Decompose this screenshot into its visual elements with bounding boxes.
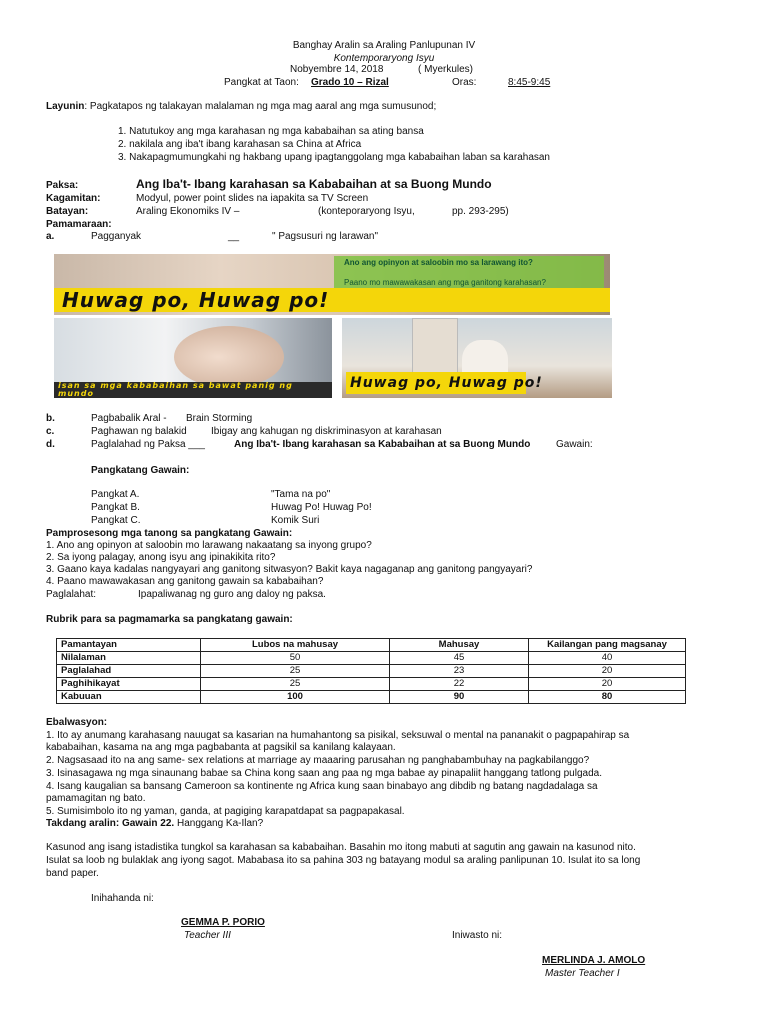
checker-title: Master Teacher I — [545, 968, 620, 979]
step-letter: a. — [46, 231, 55, 242]
takdang-aralin — [46, 818, 263, 831]
cell: 22 — [390, 678, 529, 691]
question-item: 4. Paano mawawakasan ang ganitong gawain sa kababaihan? — [46, 576, 324, 587]
rubric-table — [56, 638, 686, 704]
group-task: Komik Suri — [271, 515, 320, 526]
step-d-tail: Gawain: — [556, 439, 593, 450]
group-task: "Tama na po" — [271, 489, 331, 500]
col-header: Lubos na mahusay — [201, 639, 390, 652]
pamprosesong-title: Pamprosesong mga tanong sa pangkatang Gawain: — [46, 528, 293, 539]
banner-bottom-right: Huwag po, Huwag po! — [346, 372, 526, 394]
takdang-body-line: band paper. — [46, 868, 99, 879]
paksa-value: Ang Iba't- Ibang karahasan sa Kababaihan at sa Buong Mundo — [136, 177, 492, 191]
batayan-pages: pp. 293-295) — [452, 206, 509, 217]
table-row — [57, 665, 686, 678]
checker-name: MERLINDA J. AMOLO — [542, 955, 646, 966]
cell: 23 — [390, 665, 529, 678]
group-name: Pangkat B. — [91, 502, 140, 513]
step-a-title: " Pagsusuri ng larawan" — [272, 231, 379, 242]
green-caption: Ano ang opinyon at saloobin mo sa larawang ito? — [344, 258, 533, 267]
question-item: 2. Sa iyong palagay, anong isyu ang ipinakikita rito? — [46, 552, 276, 563]
takdang-rest: Hanggang Ka-Ilan? — [176, 818, 264, 829]
cell: Paghihikayat — [57, 678, 201, 691]
step-c-text: Paghawan ng balakid — [91, 426, 187, 437]
cell: 80 — [529, 691, 686, 704]
day: ( Myerkules) — [418, 64, 474, 75]
question-item: 1. Ano ang opinyon at saloobin mo larawang nakaatang sa inyong grupo? — [46, 540, 372, 551]
layunin-item: 1. Natutukoy ang mga karahasan ng mga kababaihan sa ating bansa — [118, 126, 424, 137]
rubrik-title: Rubrik para sa pagmamarka sa pangkatang gawain: — [46, 614, 293, 625]
col-header: Mahusay — [390, 639, 529, 652]
batayan-value: Araling Ekonomiks IV – — [136, 206, 240, 217]
step-c-extra: Ibigay ang kahugan ng diskriminasyon at karahasan — [211, 426, 442, 437]
cell: Paglalahad — [57, 665, 201, 678]
date: Nobyembre 14, 2018 — [290, 64, 384, 75]
group-task: Huwag Po! Huwag Po! — [271, 502, 372, 513]
takdang-body-line: Isulat sa loob ng bulaklak ang iyong sagot. Mababasa ito sa pahina 303 ng batayang modul sa araling panlipunan 10. Isulat ito sa long — [46, 855, 641, 866]
table-row — [57, 652, 686, 665]
batayan-source: (konteporaryong Isyu, — [318, 206, 415, 217]
cell: 25 — [201, 678, 390, 691]
cell: 90 — [390, 691, 529, 704]
table-row — [57, 691, 686, 704]
paksa-label: Paksa: — [46, 180, 79, 191]
layunin — [46, 101, 436, 114]
paglalahat-label: Paglalahat: — [46, 589, 97, 600]
takdang-label: Takdang aralin: — [46, 818, 120, 829]
ebalwasyon-line: 2. Nagsasaad ito na ang same- sex relations at marriage ay maaaring parusahan ng panghabambuhay na pagkabilanggo? — [46, 755, 590, 766]
step-letter: b. — [46, 413, 55, 424]
step-b-extra: Brain Storming — [186, 413, 253, 424]
cell: 45 — [390, 652, 529, 665]
green-caption-2: Paano mo mawawakasan ang mga ganitong karahasan? — [344, 278, 546, 287]
oras-value: 8:45-9:45 — [508, 77, 551, 88]
takdang-body-line: Kasunod ang isang istadistika tungkol sa karahasan sa kababaihan. Basahin mo itong mabuti at sagutin ang gawain na kasunod nito. — [46, 842, 636, 853]
group-name: Pangkat A. — [91, 489, 140, 500]
cell: 20 — [529, 678, 686, 691]
banner-bottom-left: isan sa mga kababaihan sa bawat panig ng mundo — [54, 382, 332, 398]
step-d-text: Paglalahad ng Paksa ___ — [91, 439, 205, 450]
kagamitan-value: Modyul, power point slides na iapakita sa TV Screen — [136, 193, 369, 204]
face-shape — [174, 326, 284, 388]
ebalwasyon-line: 3. Isinasagawa ng mga sinaunang babae sa China kong saan ang paa ng mga babae ay pinapaliit hanggang tatlong pulgada. — [46, 768, 602, 779]
cell: 100 — [201, 691, 390, 704]
step-letter: d. — [46, 439, 55, 450]
cell: 25 — [201, 665, 390, 678]
ebalwasyon-line: kababaihan, kasama na ang mga pagbabanta at pagsikil sa kanilang kalayaan. — [46, 742, 396, 753]
cell: Nilalaman — [57, 652, 201, 665]
oras-label: Oras: — [452, 77, 477, 88]
ebalwasyon-line: 5. Sumisimbolo ito ng yaman, ganda, at pagiging karapatdapat sa pagpapakasal. — [46, 806, 405, 817]
ebalwasyon-title: Ebalwasyon: — [46, 717, 108, 728]
step-b-text: Pagbabalik Aral - — [91, 413, 167, 424]
takdang-gawain: Gawain 22. — [121, 818, 175, 829]
kagamitan-label: Kagamitan: — [46, 193, 101, 204]
ebalwasyon-line: 1. Ito ay anumang karahasang nauugat sa kasarian na humahantong sa pisikal, seksuwal o mental na pananakit o pagpapahirap sa — [46, 730, 630, 741]
doc-subtitle: Kontemporaryong Isyu — [333, 53, 435, 64]
question-item: 3. Gaano kaya kadalas nangyayari ang ganitong sitwasyon? Bakit kaya nagaganap ang ganitong pangyayari? — [46, 564, 533, 575]
preparer-title: Teacher III — [184, 930, 231, 941]
layunin-text: : Pagkatapos ng talakayan malalaman ng mga mag aaral ang mga sumusunod; — [84, 101, 437, 112]
table-header-row — [57, 639, 686, 652]
cell: 20 — [529, 665, 686, 678]
step-a-blank: __ — [228, 231, 240, 242]
step-letter: c. — [46, 426, 55, 437]
group-name: Pangkat C. — [91, 515, 141, 526]
layunin-item: 2. nakilala ang iba't ibang karahasan sa China at Africa — [118, 139, 362, 150]
inihanda-label: Inihahanda ni: — [91, 893, 154, 904]
paglalahat-text: Ipapaliwanag ng guro ang daloy ng paksa. — [138, 589, 326, 600]
step-a-text: Pagganyak — [91, 231, 142, 242]
cell: 40 — [529, 652, 686, 665]
ebalwasyon-line: pamamagitan ng bato. — [46, 793, 146, 804]
cell: Kabuuan — [57, 691, 201, 704]
ebalwasyon-line: 4. Isang kaugalian sa bansang Cameroon sa kontinente ng Africa kung saan binabayo ang dibdib ng batang nagdadalaga sa — [46, 781, 598, 792]
preparer-name: GEMMA P. PORIO — [181, 917, 265, 928]
batayan-label: Batayan: — [46, 206, 89, 217]
iniwasto-label: Iniwasto ni: — [452, 930, 503, 941]
layunin-item: 3. Nakapagmumungkahi ng hakbang upang ipagtanggolang mga kababaihan laban sa karahasan — [118, 152, 550, 163]
pangkat-value: Grado 10 – Rizal — [311, 77, 389, 88]
doc-title: Banghay Aralin sa Araling Panlupunan IV — [292, 40, 476, 51]
layunin-label: Layunin — [46, 101, 85, 112]
pangkatang-title: Pangkatang Gawain: — [91, 465, 190, 476]
step-d-extra: Ang Iba't- Ibang karahasan sa Kababaihan at sa Buong Mundo — [234, 439, 531, 450]
col-header: Pamantayan — [57, 639, 201, 652]
table-row — [57, 678, 686, 691]
banner-top: Huwag po, Huwag po! — [54, 288, 610, 312]
pamamaraan-label: Pamamaraan: — [46, 219, 112, 230]
pangkat-label: Pangkat at Taon: — [224, 77, 299, 88]
col-header: Kailangan pang magsanay — [529, 639, 686, 652]
cell: 50 — [201, 652, 390, 665]
